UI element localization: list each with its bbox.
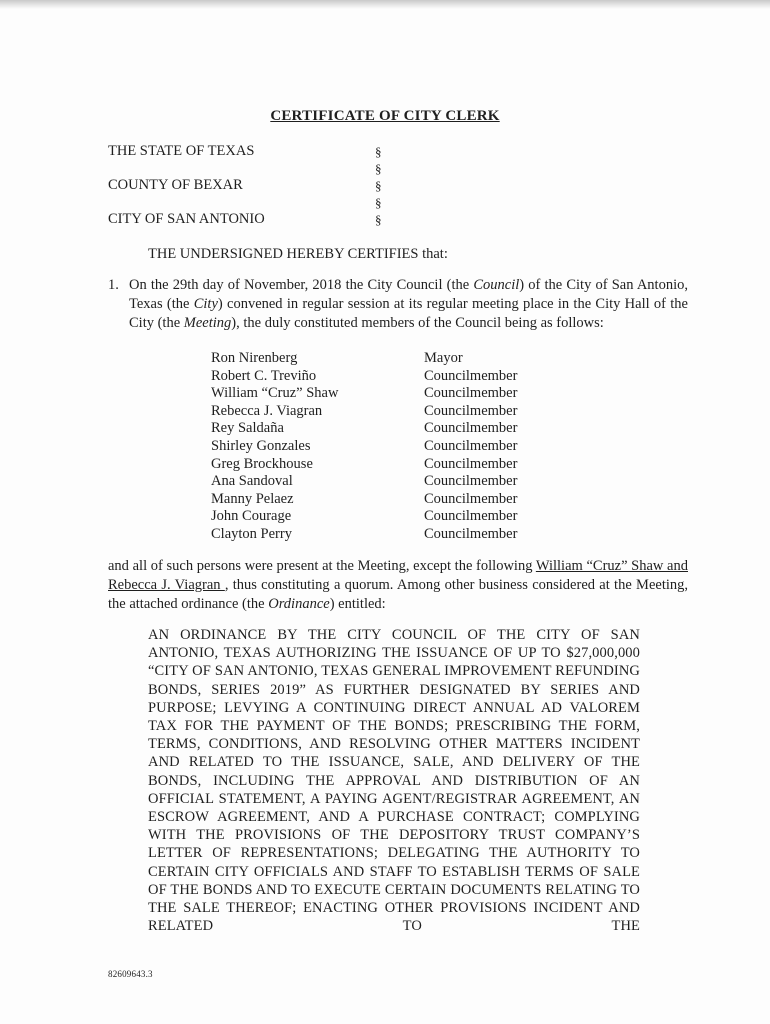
caption-section-marks [375, 143, 382, 228]
term-council: Council [473, 277, 520, 293]
section-mark: § [375, 212, 382, 227]
member-name: Rey Saldaña [211, 420, 284, 437]
member-name: Rebecca J. Viagran [211, 402, 323, 419]
section-mark: § [375, 161, 382, 176]
member-name: Ana Sandoval [211, 473, 293, 490]
term-meeting: Meeting [183, 315, 232, 331]
document-number: 82609643.3 [108, 969, 153, 979]
member-row [211, 491, 571, 509]
member-row [211, 438, 571, 456]
caption-county: COUNTY OF BEXAR [108, 177, 243, 193]
member-row [211, 350, 571, 368]
paragraph-number: 1. [108, 277, 119, 293]
section-mark: § [375, 144, 382, 159]
section-mark: § [375, 178, 382, 193]
member-role: Councilmember [424, 420, 518, 437]
paragraph-1-text: ) convened in regular session at its regular meeting place in the City Hall of the City (the [129, 296, 688, 331]
paragraph-1-text: On the 29th day of November, 2018 the City Council (the [129, 277, 474, 293]
section-mark: § [375, 195, 382, 210]
member-row [211, 368, 571, 386]
document-title: CERTIFICATE OF CITY CLERK [270, 108, 500, 124]
member-row [211, 473, 571, 491]
member-row [211, 508, 571, 526]
council-members-list [211, 350, 571, 544]
paragraph-1 [108, 276, 688, 333]
paragraph-1-text: ) of the City of San Antonio, Texas (the [129, 277, 688, 312]
caption-state: THE STATE OF TEXAS [108, 143, 255, 159]
member-role: Councilmember [424, 525, 518, 542]
certifies-statement: THE UNDERSIGNED HEREBY CERTIFIES that: [148, 246, 448, 262]
caption-city: CITY OF SAN ANTONIO [108, 211, 265, 227]
member-row [211, 456, 571, 474]
paragraph-2-text: , thus constituting a quorum. Among other business considered at the Meeting, the attached ordinance (the [108, 577, 688, 612]
member-name: Shirley Gonzales [211, 437, 311, 454]
member-role: Councilmember [424, 508, 518, 525]
member-role: Councilmember [424, 367, 518, 384]
member-row [211, 403, 571, 421]
member-role: Mayor [424, 350, 463, 366]
member-name: William “Cruz” Shaw [211, 385, 339, 402]
member-row [211, 385, 571, 403]
member-role: Councilmember [424, 385, 518, 402]
member-role: Councilmember [424, 490, 518, 507]
member-row [211, 420, 571, 438]
member-name: John Courage [211, 508, 292, 525]
member-name: Greg Brockhouse [211, 455, 313, 472]
ordinance-title-block: AN ORDINANCE BY THE CITY COUNCIL OF THE CITY OF SAN ANTONIO, TEXAS AUTHORIZING THE ISSUANCE OF UP TO $27,000,000 “CITY OF SAN ANTONIO, TEXAS GENERAL IMPROVEMENT REFUNDING BONDS, SERIES 2019” AS FURTHER DESIGNATED BY SERIES AND PURPOSE; LEVYING A CONTINUING DIRECT ANNUAL AD VALOREM TAX FOR THE PAYMENT OF THE BONDS; PRESCRIBING THE FORM, TERMS, CONDITIONS, AND RESOLVING OTHER MATTERS INCIDENT AND RELATED TO THE ISSUANCE, SALE, AND DELIVERY OF THE BONDS, INCLUDING THE APPROVAL AND DISTRIBUTION OF AN OFFICIAL STATEMENT, A PAYING AGENT/REGISTRAR AGREEMENT, AN ESCROW AGREEMENT, AND A PURCHASE CONTRACT; COMPLYING WITH THE PROVISIONS OF THE DEPOSITORY TRUST COMPANY’S LETTER OF REPRESENTATIONS; DELEGATING THE AUTHORITY TO CERTAIN CITY OFFICIALS AND STAFF TO ESTABLISH TERMS OF SALE OF THE BONDS AND TO EXECUTE CERTAIN DOCUMENTS RELATING TO THE SALE THEREOF; ENACTING OTHER PROVISIONS INCIDENT AND RELATED TO THE [148, 627, 640, 935]
term-city: City [193, 296, 218, 312]
member-role: Councilmember [424, 402, 518, 419]
term-ordinance: Ordinance [268, 596, 330, 612]
member-name: Ron Nirenberg [211, 350, 298, 366]
member-role: Councilmember [424, 437, 518, 454]
member-row [211, 526, 571, 544]
paragraph-1-text: ), the duly constituted members of the Council being as follows: [231, 315, 604, 331]
paragraph-2-text: ) entitled: [329, 596, 386, 612]
paragraph-2 [108, 557, 688, 614]
paragraph-2-text: and all of such persons were present at the Meeting, except the following [108, 558, 536, 574]
absent-members: William “Cruz” Shaw and Rebecca J. Viagran [108, 558, 688, 593]
member-role: Councilmember [424, 473, 518, 490]
paragraph-1-body [129, 276, 688, 333]
member-role: Councilmember [424, 455, 518, 472]
member-name: Clayton Perry [211, 525, 292, 542]
member-name: Robert C. Treviño [211, 367, 317, 384]
member-name: Manny Pelaez [211, 490, 294, 507]
scan-top-edge [0, 0, 770, 9]
